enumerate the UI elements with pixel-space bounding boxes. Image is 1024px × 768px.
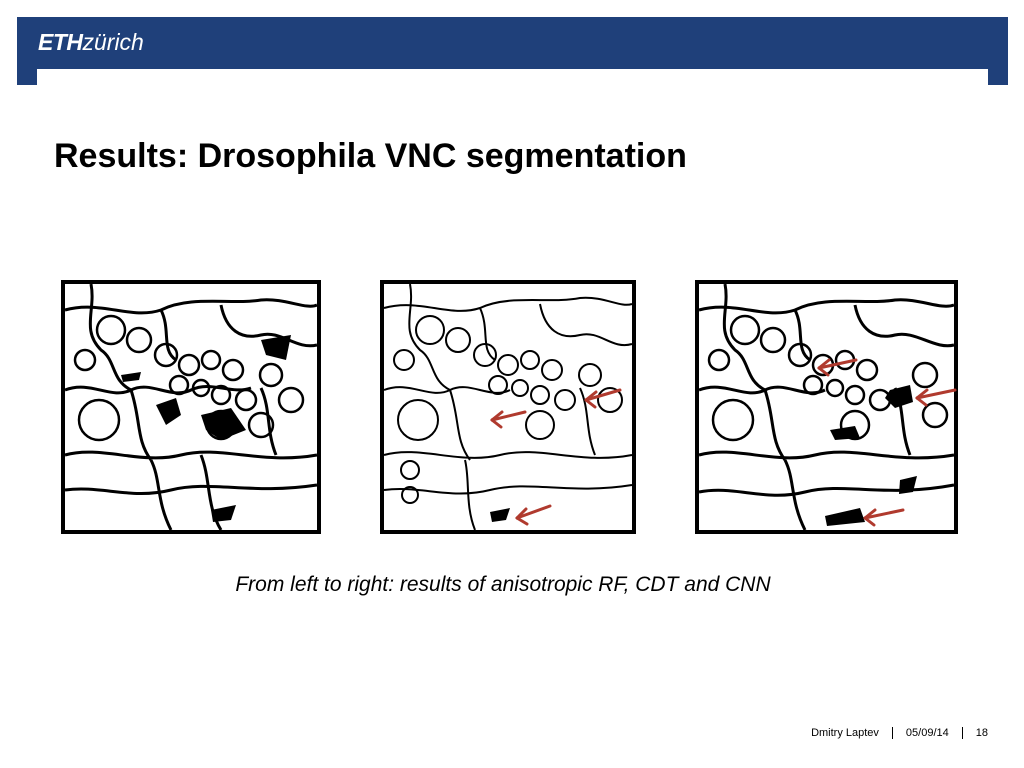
slide-title: Results: Drosophila VNC segmentation (54, 137, 687, 175)
segmentation-image-cdt (380, 280, 636, 534)
logo-eth: ETH (38, 29, 83, 55)
figure-caption: From left to right: results of anisotropic RF, CDT and CNN (235, 573, 771, 596)
footer-separator (892, 727, 893, 739)
logo-zurich: zürich (82, 29, 144, 55)
segmentation-image-rf (61, 280, 321, 534)
banner-tab-right (988, 69, 1008, 85)
footer-date: 05/09/14 (905, 727, 949, 739)
segmentation-image-cnn (695, 280, 958, 534)
footer-separator (962, 727, 963, 739)
header-banner (17, 17, 1008, 69)
page-number: 18 (975, 727, 988, 739)
footer (811, 727, 988, 739)
banner-tab-left (17, 69, 37, 85)
eth-zurich-logo (38, 28, 144, 56)
footer-author: Dmitry Laptev (811, 727, 879, 739)
